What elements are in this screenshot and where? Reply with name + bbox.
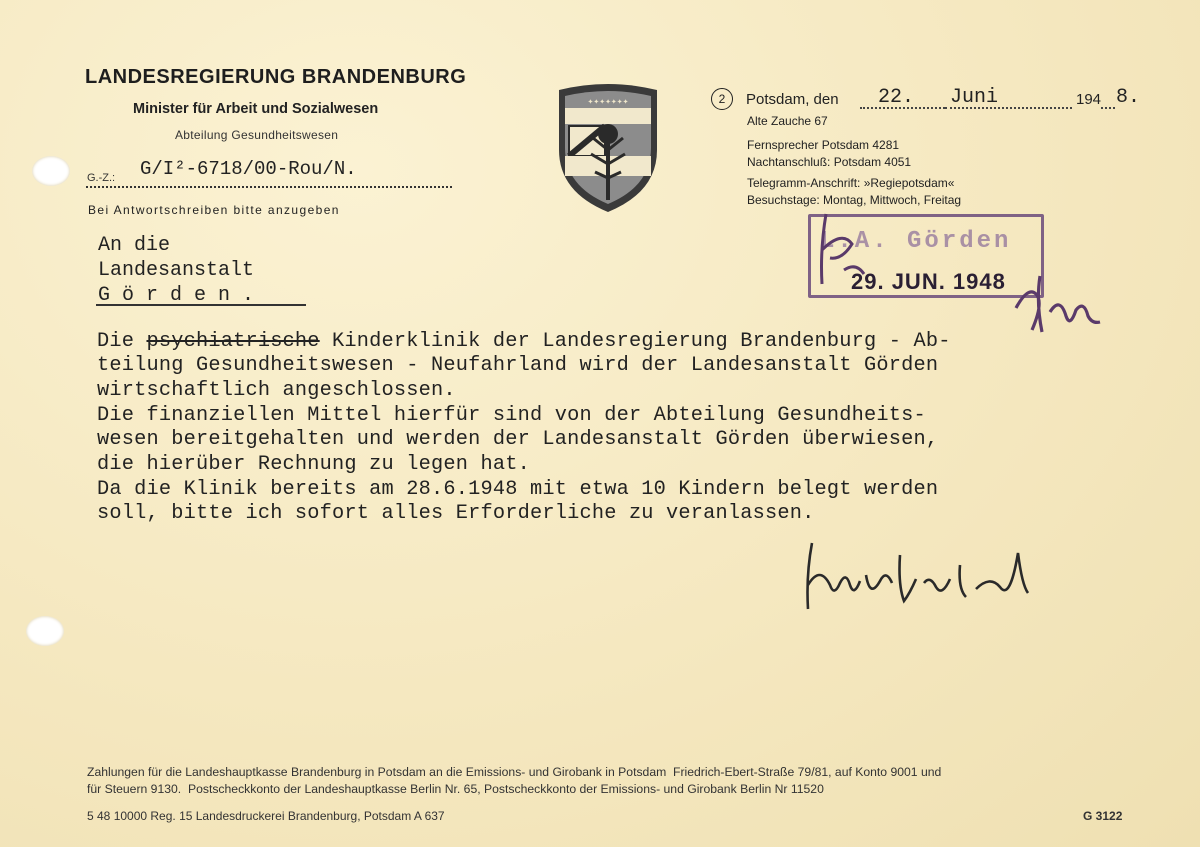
recipient-line-2: Landesanstalt: [98, 259, 255, 282]
recipient-line-1: An die: [98, 234, 171, 257]
reference-value: G/I²-6718/00-Rou/N.: [140, 158, 357, 180]
sender-street: Alte Zauche 67: [747, 114, 828, 128]
recipient-underline: [96, 304, 306, 306]
body-line-3: wirtschaftlich angeschlossen.: [97, 379, 456, 402]
letterhead-department: Abteilung Gesundheitswesen: [175, 128, 339, 142]
body-line-1: Die psychiatrische Kinderklinik der Landesregierung Brandenburg - Ab-: [97, 330, 951, 353]
body-line-5: wesen bereitgehalten und werden der Landesanstalt Görden überwiesen,: [97, 428, 939, 451]
footer-payment-line-1: Zahlungen für die Landeshauptkasse Brandenburg in Potsdam an die Emissions- und Girobank in Potsdam Friedrich-Ebert-Straße 79/81, auf Konto 9001 und: [87, 765, 942, 779]
date-month: Juni: [950, 86, 999, 109]
struck-word: psychiatrische: [146, 330, 320, 353]
date-year-digit: 8.: [1116, 86, 1141, 109]
letterhead-ministry: Minister für Arbeit und Sozialwesen: [133, 101, 379, 117]
sender-telegram: Telegramm-Anschrift: »Regiepotsdam«: [747, 176, 955, 190]
body-line-2: teilung Gesundheitswesen - Neufahrland wird der Landesanstalt Görden: [97, 354, 939, 377]
handwritten-paraph: [1010, 272, 1110, 342]
reply-note: Bei Antwortschreiben bitte anzugeben: [88, 203, 340, 217]
svg-text:✦✦✦✦✦✦✦: ✦✦✦✦✦✦✦: [587, 98, 629, 106]
date-year-prefix: 194: [1076, 91, 1102, 108]
footer-form-code: G 3122: [1083, 809, 1123, 823]
body-line-6: die hierüber Rechnung zu legen hat.: [97, 453, 530, 476]
reference-label: G.-Z.:: [87, 172, 116, 184]
handwritten-initial-mark: [812, 210, 872, 290]
sender-phone: Fernsprecher Potsdam 4281: [747, 138, 900, 152]
body-line-8: soll, bitte ich sofort alles Erforderliche zu veranlassen.: [97, 502, 815, 525]
coat-of-arms-emblem: [553, 80, 663, 216]
recipient-line-3: G ö r d e n .: [98, 284, 255, 307]
receipt-stamp-place: L.A. Görden: [820, 228, 1012, 255]
reference-underline: [86, 186, 452, 188]
receipt-stamp-date: 29. JUN. 1948: [851, 269, 1006, 294]
date-dots-3: [1101, 107, 1115, 109]
date-day: 22.: [878, 86, 915, 109]
body-line-7: Da die Klinik bereits am 28.6.1948 mit etwa 10 Kindern belegt werden: [97, 478, 939, 501]
footer-payment-line-2: für Steuern 9130. Postscheckkonto der Landeshauptkasse Berlin Nr. 65, Postscheckkonto der Emissions- und Girobank Berlin Nr 11520: [87, 782, 824, 796]
punch-hole-bottom: [26, 616, 64, 646]
footer-print-note: 5 48 10000 Reg. 15 Landesdruckerei Brandenburg, Potsdam A 637: [87, 809, 445, 823]
sender-night-line: Nachtanschluß: Potsdam 4051: [747, 155, 912, 169]
punch-hole-top: [32, 156, 70, 186]
body-line-4: Die finanziellen Mittel hierfür sind von der Abteilung Gesundheits-: [97, 404, 926, 427]
letterhead-title: LANDESREGIERUNG BRANDENBURG: [85, 66, 467, 88]
circled-number: 2: [711, 88, 733, 110]
sender-visiting-days: Besuchstage: Montag, Mittwoch, Freitag: [747, 193, 962, 207]
handwritten-signature: [800, 535, 1040, 615]
date-place: Potsdam, den: [746, 91, 839, 108]
